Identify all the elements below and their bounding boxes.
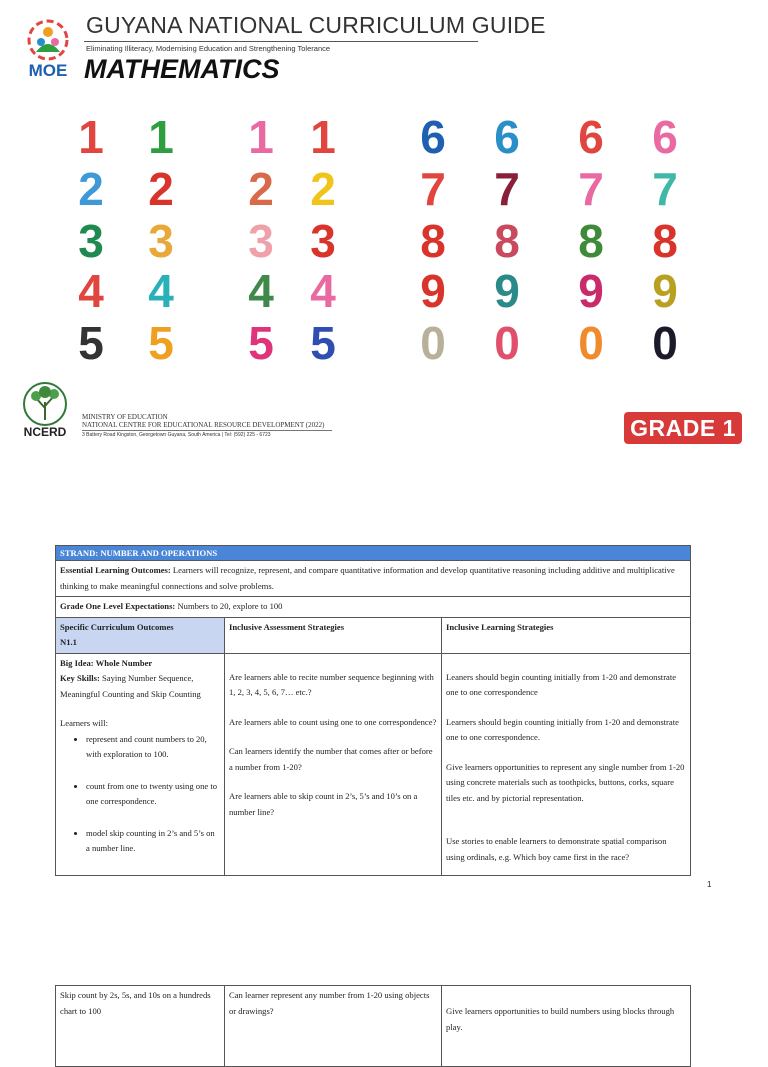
logo-text: MOE <box>28 61 68 80</box>
number-art-digit: 4 <box>310 265 336 317</box>
list-item: • count from one to twenty using one to one correspondence. <box>86 779 220 810</box>
centre-name: NATIONAL CENTRE FOR EDUCATIONAL RESOURCE DEVELOPMENT (2022) <box>82 421 325 429</box>
big-idea: Big Idea: Whole Number <box>60 657 153 668</box>
assessment-item: Can learners identify the number that comes after or before a number from 1-20? <box>229 746 433 772</box>
guide-tagline: Eliminating Illiteracy, Modernising Education and Strengthening Tolerance <box>86 44 331 53</box>
learners-will: Learners will: <box>60 718 108 728</box>
list-item: • represent and count numbers to 20, with exploration to 100. <box>86 732 220 763</box>
number-art-digit: 0 <box>652 317 678 369</box>
header-divider <box>84 41 478 42</box>
subject-title: MATHEMATICS <box>84 54 280 84</box>
number-art-digit: 8 <box>652 215 678 267</box>
list-item: • model skip counting in 2’s and 5’s on a number line. <box>86 826 220 857</box>
elo-text: Learners will recognize, represent, and compare quantitative information and develop quantitative reasoning including additive and multiplicative thinking to make meaningful connections and solve problems. <box>60 565 675 591</box>
ncerd-label: NCERD <box>23 425 67 439</box>
number-art-digit: 9 <box>420 265 446 317</box>
number-art-digit: 8 <box>420 215 446 267</box>
assessment-continued: Can learner represent any number from 1-20 using objects or drawings? <box>225 986 442 1067</box>
assessment-item: Are learners able to skip count in 2’s, 5’s and 10’s on a number line? <box>229 791 418 817</box>
key-skills <box>60 671 220 702</box>
outcome-code: N1.1 <box>60 637 77 647</box>
gle-text: Numbers to 20, explore to 100 <box>175 601 283 611</box>
outcomes-header-label: Specific Curriculum Outcomes <box>60 621 174 632</box>
number-art-digit: 5 <box>248 317 274 369</box>
number-art-digit: 5 <box>78 317 104 369</box>
learner-outcomes-list <box>60 732 220 857</box>
ministry-name: MINISTRY OF EDUCATION <box>82 413 168 421</box>
grade-level-expectations <box>56 597 691 618</box>
col-header-learning: Inclusive Learning Strategies <box>442 617 691 653</box>
key-skills-text: Saying Number Sequence, Meaningful Counting and Skip Counting <box>60 673 201 699</box>
number-art-digit: 0 <box>420 317 446 369</box>
learning-item: Learners should begin counting initially from 1-20 and demonstrate one to one correspondence. <box>446 716 679 742</box>
curriculum-table-continued <box>55 985 691 1067</box>
number-art-digit: 7 <box>578 163 604 215</box>
number-art-digit: 1 <box>78 111 104 163</box>
number-art-digit: 3 <box>148 215 174 267</box>
outcomes-cell <box>56 653 225 875</box>
ncerd-divider <box>82 430 332 431</box>
curriculum-table <box>55 545 691 876</box>
number-art-digit: 9 <box>578 265 604 317</box>
number-art-digit: 1 <box>248 111 274 163</box>
assessment-item: Are learners able to recite number sequence beginning with 1, 2, 3, 4, 5, 6, 7… etc.? <box>229 671 434 697</box>
number-art-digit: 2 <box>148 163 174 215</box>
learning-continued: Give learners opportunities to build numbers using blocks through play. <box>442 986 691 1067</box>
learning-cell <box>442 653 691 875</box>
number-art-digit: 6 <box>578 111 604 163</box>
guide-title: GUYANA NATIONAL CURRICULUM GUIDE <box>86 12 546 38</box>
ncerd-name <box>82 413 324 429</box>
number-art-digit: 1 <box>148 111 174 163</box>
number-art-digit: 8 <box>494 215 520 267</box>
ncerd-address: 3 Battery Road Kingston, Georgetown Guyana, South America | Tel: (592) 225 - 6723 <box>82 432 271 438</box>
number-art-digit: 4 <box>248 265 274 317</box>
number-art-digit: 7 <box>494 163 520 215</box>
number-art-digit: 4 <box>78 265 104 317</box>
number-art-digit: 6 <box>652 111 678 163</box>
number-art-digit: 5 <box>148 317 174 369</box>
key-skills-label: Key Skills: <box>60 673 100 683</box>
number-art-digit: 2 <box>248 163 274 215</box>
number-art-digit: 0 <box>494 317 520 369</box>
col-header-outcomes <box>56 617 225 653</box>
page-number: 1 <box>707 880 712 889</box>
number-art-digit: 3 <box>248 215 274 267</box>
assessment-cell <box>225 653 442 875</box>
number-art-digit: 6 <box>420 111 446 163</box>
number-art-digit: 8 <box>578 215 604 267</box>
number-art-digit: 3 <box>310 215 336 267</box>
number-art-digit: 4 <box>148 265 174 317</box>
strand-header: STRAND: NUMBER AND OPERATIONS <box>56 546 691 561</box>
number-art-digit: 7 <box>652 163 678 215</box>
gle-label: Grade One Level Expectations: <box>60 601 176 611</box>
learning-item: Leaners should begin counting initially from 1-20 and demonstrate one to one correspondence <box>446 671 677 697</box>
number-art-digit: 2 <box>310 163 336 215</box>
essential-learning-outcomes <box>56 561 691 597</box>
elo-label: Essential Learning Outcomes: <box>60 565 171 575</box>
learning-item: Use stories to enable learners to demonstrate spatial comparison using ordinals, e.g. Which boy came first in the race? <box>446 836 667 862</box>
assessment-item: Are learners able to count using one to one correspondence? <box>229 716 437 727</box>
number-art-digit: 2 <box>78 163 104 215</box>
moe-logo <box>20 18 76 84</box>
number-art-digit: 7 <box>420 163 446 215</box>
number-art-digit: 3 <box>78 215 104 267</box>
number-art-digit: 9 <box>652 265 678 317</box>
ncerd-logo <box>16 380 74 444</box>
outcome-continued: Skip count by 2s, 5s, and 10s on a hundreds chart to 100 <box>56 986 225 1067</box>
col-header-assessment: Inclusive Assessment Strategies <box>225 617 442 653</box>
learning-item: Give learners opportunities to represent any single number from 1-20 using concrete materials such as toothpicks, buttons, corks, square tiles etc. and by pictorial representation. <box>446 761 685 803</box>
number-art-digit: 1 <box>310 111 336 163</box>
number-art-digit: 5 <box>310 317 336 369</box>
number-art-digit: 6 <box>494 111 520 163</box>
number-art-grid <box>58 112 708 374</box>
number-art-digit: 9 <box>494 265 520 317</box>
number-art-digit: 0 <box>578 317 604 369</box>
grade-badge: GRADE 1 <box>624 412 742 444</box>
